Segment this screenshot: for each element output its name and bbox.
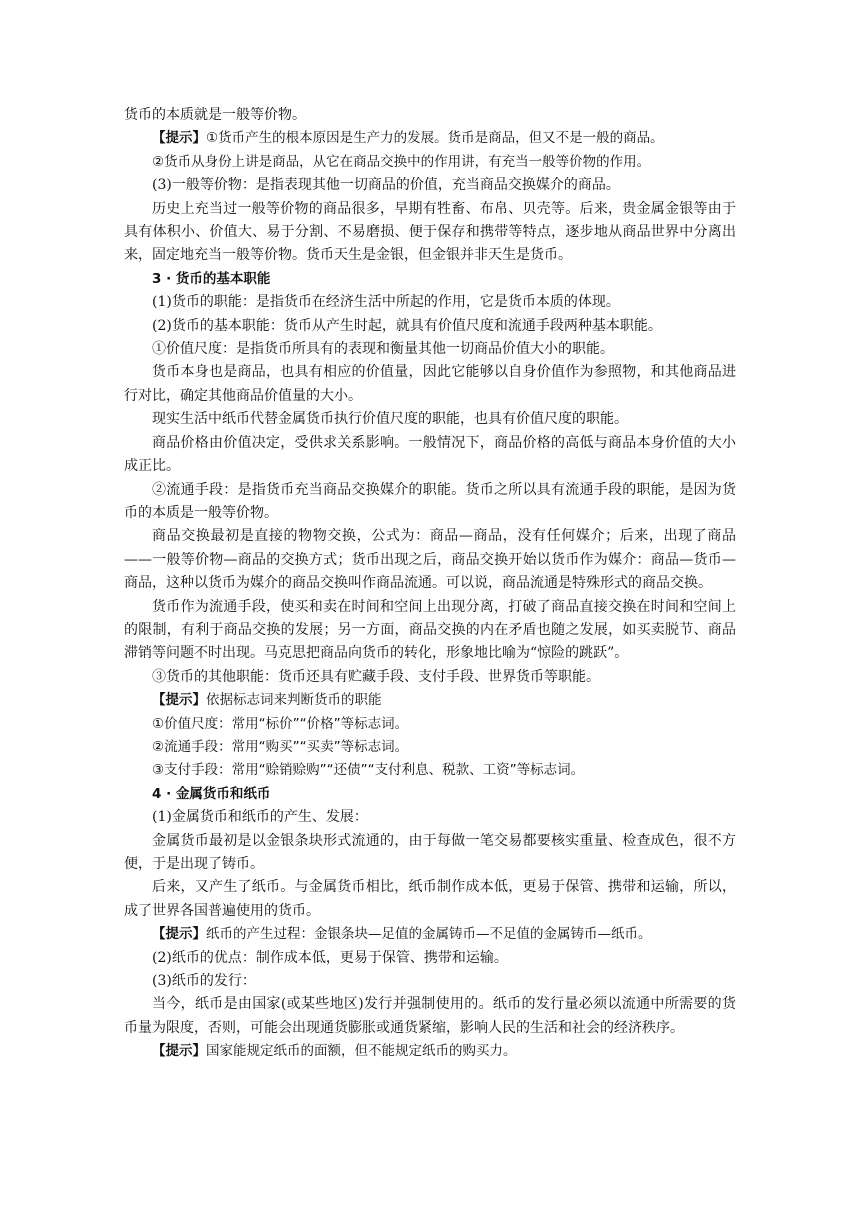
paragraph-general-equivalent: (3)一般等价物：是指表现其他一切商品的价值，充当商品交换媒介的商品。	[152, 177, 620, 194]
paragraph-other-functions: ③货币的其他职能：货币还具有贮藏手段、支付手段、世界货币等职能。	[152, 668, 600, 685]
tip-tag: 【提示】	[152, 1043, 206, 1060]
paragraph-origin: (1)金属货币和纸币的产生、发展：	[152, 809, 368, 826]
paragraph-essence: 货币的本质就是一般等价物。	[124, 107, 306, 123]
tip-tag: 【提示】	[152, 692, 206, 709]
tip-money-identity: ②货币从身份上讲是商品，从它在商品交换中的作用讲，有充当一般等价物的作用。	[152, 153, 651, 170]
paragraph-circulation: ②流通手段：是指货币充当商品交换媒介的职能。货币之所以具有流通手段的职能，是因为货币的本质是一般等价物。	[124, 481, 736, 521]
paragraph-value-measure-2: 现实生活中纸币代替金属货币执行价值尺度的职能，也具有价值尺度的职能。	[152, 411, 628, 428]
tip-tag: 【提示】	[152, 130, 206, 147]
tip-text: 纸币的产生过程：金银条块—足值的金属铸币—不足值的金属铸币—纸币。	[206, 926, 652, 943]
tip-text: 依据标志词来判断货币的职能	[206, 692, 382, 709]
paragraph-origin-2: 后来，又产生了纸币。与金属货币相比，纸币制作成本低，更易于保管、携带和运输，所以，成了世界各国普遍使用的货币。	[124, 879, 736, 919]
section-heading-functions: 3 · 货币的基本职能	[152, 270, 271, 287]
tip-purchasing-power	[124, 1040, 736, 1063]
tip-payment: ③支付手段：常用“赊销赊购”“还债”“支付利息、税款、工资”等标志词。	[152, 762, 585, 779]
document-page	[124, 104, 736, 1064]
tip-value-measure: ①价值尺度：常用“标价”“价格”等标志词。	[152, 715, 409, 732]
tip-money-origin	[124, 127, 736, 150]
tip-identify-functions	[124, 689, 736, 712]
tip-tag: 【提示】	[152, 926, 206, 943]
tip-text: ①货币产生的根本原因是生产力的发展。货币是商品，但又不是一般的商品。	[206, 130, 664, 147]
paragraph-function-def: (1)货币的职能：是指货币在经济生活中所起的作用，它是货币本质的体现。	[152, 294, 620, 311]
section-heading-metal-paper: 4 · 金属货币和纸币	[152, 785, 271, 802]
paragraph-history: 历史上充当过一般等价物的商品很多，早期有牲畜、布帛、贝壳等。后来，贵金属金银等由于具有体积小、价值大、易于分割、不易磨损、便于保存和携带等特点，逐步地从商品世界中分离出来，固定地充当一般等价物。货币天生是金银，但金银并非天生是货币。	[124, 200, 736, 264]
paragraph-circulation-2: 货币作为流通手段，使买和卖在时间和空间上出现分离，打破了商品直接交换在时间和空间上的限制，有利于商品交换的发展；另一方面，商品交换的内在矛盾也随之发展，如买卖脱节、商品滞销等问题不时出现。马克思把商品向货币的转化，形象地比喻为“惊险的跳跃”。	[124, 598, 736, 662]
paragraph-basic-functions: (2)货币的基本职能：货币从产生时起，就具有价值尺度和流通手段两种基本职能。	[152, 317, 662, 334]
tip-text: 国家能规定纸币的面额，但不能规定纸币的购买力。	[206, 1043, 517, 1060]
paragraph-circulation-1: 商品交换最初是直接的物物交换，公式为：商品—商品，没有任何媒介；后来，出现了商品——一般等价物—商品的交换方式；货币出现之后，商品交换开始以货币作为媒介：商品—货币—商品，这种以货币为媒介的商品交换叫作商品流通。可以说，商品流通是特殊形式的商品交换。	[124, 528, 736, 592]
tip-circulation: ②流通手段：常用“购买”“买卖”等标志词。	[152, 738, 409, 755]
paragraph-advantages: (2)纸币的优点：制作成本低，更易于保管、携带和运输。	[152, 949, 508, 966]
paragraph-issuance-1: 当今，纸币是由国家(或某些地区)发行并强制使用的。纸币的发行量必须以流通中所需要的货币量为限度，否则，可能会出现通货膨胀或通货紧缩，影响人民的生活和社会的经济秩序。	[124, 996, 736, 1036]
paragraph-origin-1: 金属货币最初是以金银条块形式流通的，由于每做一笔交易都要核实重量、检查成色，很不方便，于是出现了铸币。	[124, 832, 736, 872]
tip-paper-money-process	[124, 923, 736, 946]
paragraph-value-measure: ①价值尺度：是指货币所具有的表现和衡量其他一切商品价值大小的职能。	[152, 341, 614, 358]
paragraph-value-measure-3: 商品价格由价值决定，受供求关系影响。一般情况下，商品价格的高低与商品本身价值的大小成正比。	[124, 434, 736, 475]
paragraph-issuance: (3)纸币的发行：	[152, 973, 256, 990]
paragraph-value-measure-1: 货币本身也是商品，也具有相应的价值量，因此它能够以自身价值作为参照物，和其他商品进行对比，确定其他商品价值量的大小。	[124, 364, 736, 404]
